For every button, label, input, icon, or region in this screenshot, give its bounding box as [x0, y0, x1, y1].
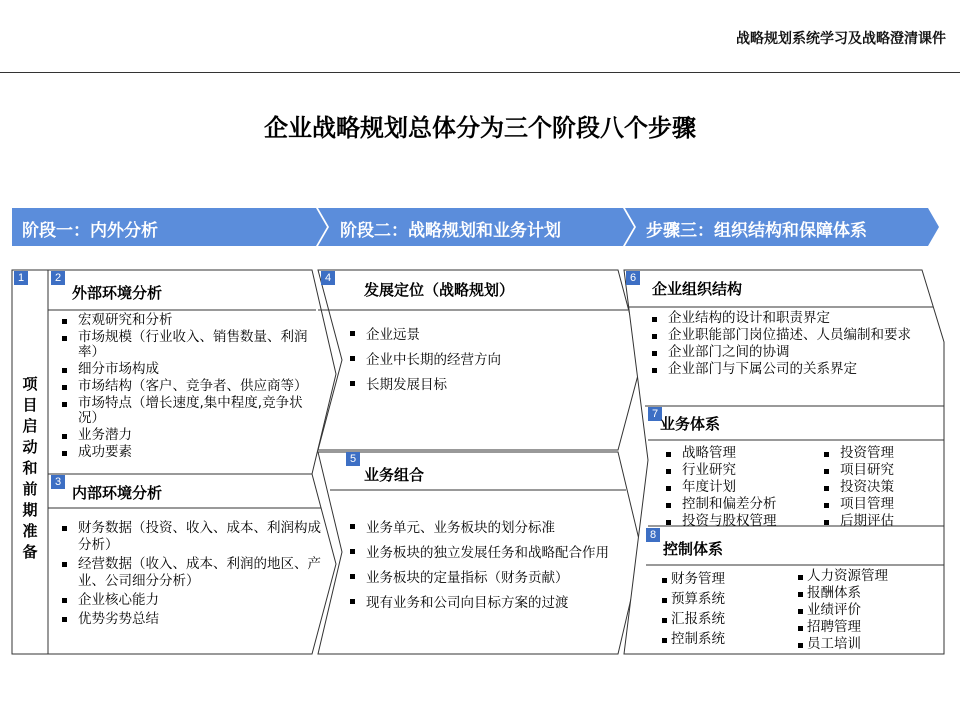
- step-7-list-right: [822, 446, 932, 531]
- list-item: 企业职能部门岗位描述、人员编制和要求: [650, 328, 930, 343]
- step-4-title: 发展定位（战略规划）: [364, 281, 515, 299]
- list-item: 经营数据（收入、成本、利润的地区、产业、公司细分分析）: [60, 556, 322, 590]
- list-item: 细分市场构成: [60, 362, 322, 377]
- list-item: 控制和偏差分析: [664, 497, 814, 512]
- step-1-badge: 1: [14, 271, 28, 285]
- step-6-badge: 6: [626, 271, 640, 285]
- list-item: 企业核心能力: [60, 592, 322, 609]
- list-item: 财务管理: [662, 571, 782, 588]
- step-1-title: 项目启动和前期准备: [22, 375, 38, 561]
- phase-3-label: 步骤三：组织结构和保障体系: [646, 221, 867, 241]
- phase-2-label: 阶段二：战略规划和业务计划: [340, 221, 561, 241]
- step-8-list-right: [798, 568, 928, 653]
- page-title: 企业战略规划总体分为三个阶段八个步骤: [264, 114, 696, 142]
- list-item: 宏观研究和分析: [60, 313, 322, 328]
- list-item: 业绩评价: [798, 602, 928, 619]
- list-item: 控制系统: [662, 631, 782, 648]
- list-item: 预算系统: [662, 591, 782, 608]
- list-item: 后期评估: [822, 514, 932, 529]
- list-item: 现有业务和公司向目标方案的过渡: [348, 593, 616, 614]
- step-6-list: [650, 311, 930, 379]
- list-item: 业务板块的独立发展任务和战略配合作用: [348, 543, 616, 564]
- header-title: 战略规划系统学习及战略澄清课件: [736, 31, 946, 47]
- step-7-badge: 7: [648, 407, 662, 421]
- list-item: 投资与股权管理: [664, 514, 814, 529]
- step-7-list-left: [664, 446, 814, 531]
- list-item: 战略管理: [664, 446, 814, 461]
- step-7-title: 业务体系: [660, 415, 721, 433]
- step-2-list: [60, 313, 322, 462]
- list-item: 投资管理: [822, 446, 932, 461]
- list-item: 项目研究: [822, 463, 932, 478]
- phase-1-label: 阶段一：内外分析: [22, 221, 158, 241]
- list-item: 年度计划: [664, 480, 814, 495]
- list-item: 汇报系统: [662, 611, 782, 628]
- step-8-list-left: [662, 571, 782, 651]
- step-3-badge: 3: [51, 475, 65, 489]
- list-item: 报酬体系: [798, 585, 928, 602]
- step-2-title: 外部环境分析: [72, 284, 163, 302]
- step-4-list: [348, 325, 618, 400]
- step-3-list: [60, 520, 322, 630]
- list-item: 业务单元、业务板块的划分标准: [348, 518, 616, 539]
- list-item: 企业部门之间的协调: [650, 345, 930, 360]
- list-item: 优势劣势总结: [60, 611, 322, 628]
- list-item: 招聘管理: [798, 619, 928, 636]
- list-item: 企业部门与下属公司的关系界定: [650, 362, 930, 377]
- step-5-title: 业务组合: [364, 466, 425, 484]
- list-item: 行业研究: [664, 463, 814, 478]
- step-3-title: 内部环境分析: [72, 484, 163, 502]
- list-item: 业务板块的定量指标（财务贡献）: [348, 568, 616, 589]
- list-item: 市场结构（客户、竞争者、供应商等）: [60, 379, 322, 394]
- list-item: 投资决策: [822, 480, 932, 495]
- list-item: 企业远景: [348, 325, 618, 346]
- list-item: 市场特点（增长速度,集中程度,竞争状况）: [60, 396, 322, 426]
- list-item: 成功要素: [60, 445, 322, 460]
- list-item: 长期发展目标: [348, 375, 618, 396]
- step-8-title: 控制体系: [663, 540, 724, 558]
- list-item: 市场规模（行业收入、销售数量、利润率）: [60, 330, 322, 360]
- list-item: 企业结构的设计和职责界定: [650, 311, 930, 326]
- list-item: 员工培训: [798, 636, 928, 653]
- step-6-title: 企业组织结构: [652, 280, 743, 298]
- step-8-badge: 8: [646, 528, 660, 542]
- step-2-badge: 2: [51, 271, 65, 285]
- list-item: 业务潜力: [60, 428, 322, 443]
- list-item: 人力资源管理: [798, 568, 928, 585]
- list-item: 财务数据（投资、收入、成本、利润构成分析）: [60, 520, 322, 554]
- list-item: 项目管理: [822, 497, 932, 512]
- step-4-badge: 4: [321, 271, 335, 285]
- list-item: 企业中长期的经营方向: [348, 350, 618, 371]
- step-5-badge: 5: [346, 452, 360, 466]
- step-5-list: [348, 518, 616, 618]
